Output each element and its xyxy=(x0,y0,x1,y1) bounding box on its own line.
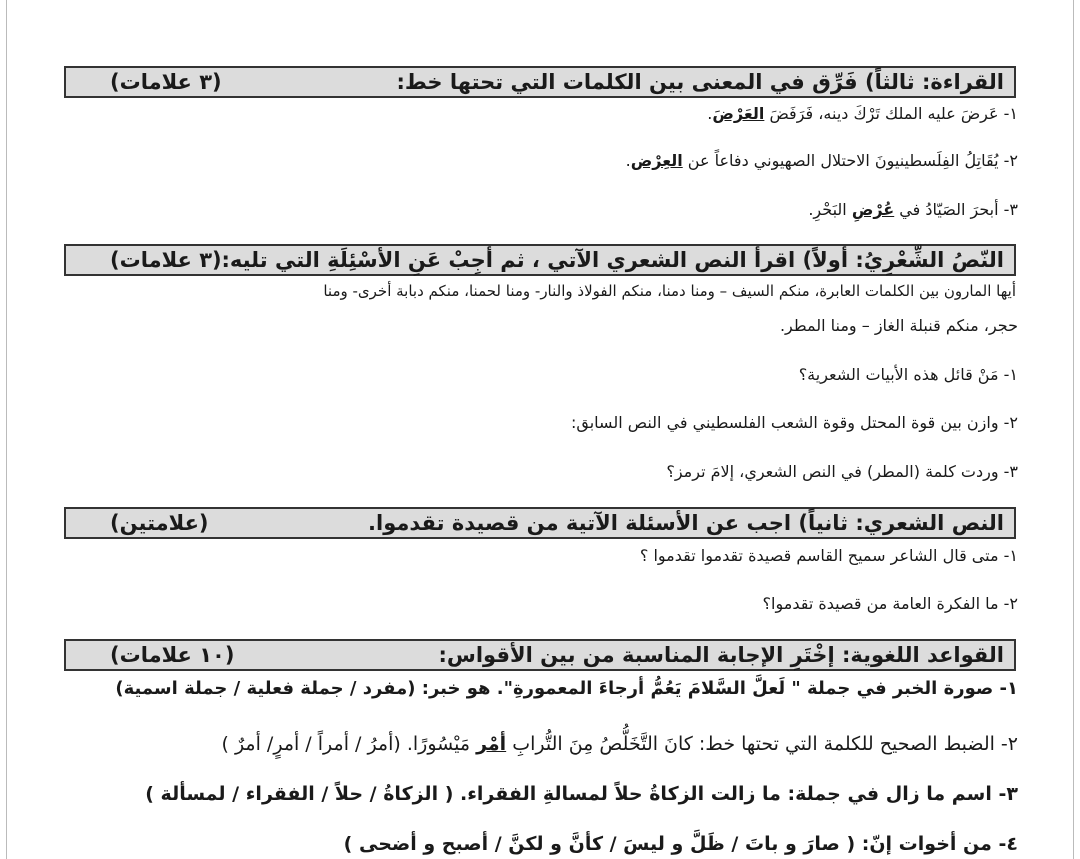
grammar-question-4: ٤- من أخوات إنّ: ( صارَ و باتَ / ظَلَّ و ليسَ / كأنَّ و لكنَّ / أصبح و أضحى ) xyxy=(343,833,1018,855)
poem-questions-section-header xyxy=(64,507,1016,539)
section-marks: (٣ علامات) xyxy=(110,248,222,272)
grammar-question-3: ٣- اسم ما زال في جملة: ما زالت الزكاةُ حلاً لمسالةِ الفقراء. ( الزكاةُ / حلاً / الفقراء / لمسألة ) xyxy=(145,783,1018,805)
page-border-right xyxy=(1073,0,1074,859)
reading-question-3: ٣- أبحرَ الصَيّادُ في عُرْضِ البَحْرِ. xyxy=(808,200,1018,219)
poem-question-1: ١- متى قال الشاعر سميح القاسم قصيدة تقدموا تقدموا ؟ xyxy=(639,546,1018,565)
grammar-section-header xyxy=(64,639,1016,671)
poem-text-line-1: أيها المارون بين الكلمات العابرة، منكم السيف – ومنا دمنا، منكم الفولاذ والنار- ومنا لحمنا، منكم دبابة أخرى- ومنا xyxy=(323,282,1016,300)
reading-question-1: ١- عَرضَ عليه الملك تَرْكَ دينه، فَرَفَضَ العَرْضَ. xyxy=(707,104,1018,123)
poetry-question-2: ٢- وازن بين قوة المحتل وقوة الشعب الفلسطيني في النص السابق: xyxy=(570,413,1018,432)
reading-section-header xyxy=(64,66,1016,98)
reading-question-2: ٢- يُقَاتِلُ الفِلَسطينيونَ الاحتلال الصهيوني دفاعاً عن العِرْض. xyxy=(625,151,1018,170)
grammar-question-2: ٢- الضبط الصحيح للكلمة التي تحتها خط: كانَ التَّخَلُّصُ مِنَ التُّرابِ أمْر مَيْسُورًا. (أمرُ / أمراً / أمرٍ/ أمرٌ ) xyxy=(221,733,1018,755)
poetry-question-3: ٣- وردت كلمة (المطر) في النص الشعري، إلامَ ترمز؟ xyxy=(666,462,1018,481)
section-marks: (علامتين) xyxy=(110,511,209,535)
section-title: القواعد اللغوية: إخْتَرِ الإجابة المناسبة من بين الأقواس: xyxy=(438,643,1004,667)
poem-question-2: ٢- ما الفكرة العامة من قصيدة تقدموا؟ xyxy=(762,594,1018,613)
poem-text-line-2: حجر، منكم قنبلة الغاز – ومنا المطر. xyxy=(779,316,1018,335)
underlined-word: العَرْضَ xyxy=(712,104,765,123)
section-title: النص الشعري: ثانياً) اجب عن الأسئلة الآتية من قصيدة تقدموا. xyxy=(368,511,1004,535)
poetry-question-1: ١- مَنْ قائل هذه الأبيات الشعرية؟ xyxy=(798,365,1018,384)
grammar-question-1: ١- صورة الخبر في جملة " لَعلَّ السَّلامَ يَعُمُّ أرجاءَ المعمورةِ". هو خبر: (مفرد / جملة فعلية / جملة اسمية) xyxy=(115,678,1018,699)
underlined-word: العِرْض xyxy=(630,151,683,170)
section-marks: (١٠ علامات) xyxy=(110,643,235,667)
underlined-word: أمْر xyxy=(476,733,507,755)
section-marks: (٣ علامات) xyxy=(110,70,222,94)
page-border-left xyxy=(6,0,7,859)
poetry-section-header xyxy=(64,244,1016,276)
underlined-word: عُرْضِ xyxy=(851,200,895,219)
section-title: النّصُ الشِّعْرِيُ: أولاً) اقرأ النص الشعري الآتي ، ثم أجِبْ عَنِ الأسْئِلَةِ التي تليه: xyxy=(221,248,1004,272)
section-title: القراءة: ثالثاً) فَرِّق في المعنى بين الكلمات التي تحتها خط: xyxy=(396,70,1004,94)
